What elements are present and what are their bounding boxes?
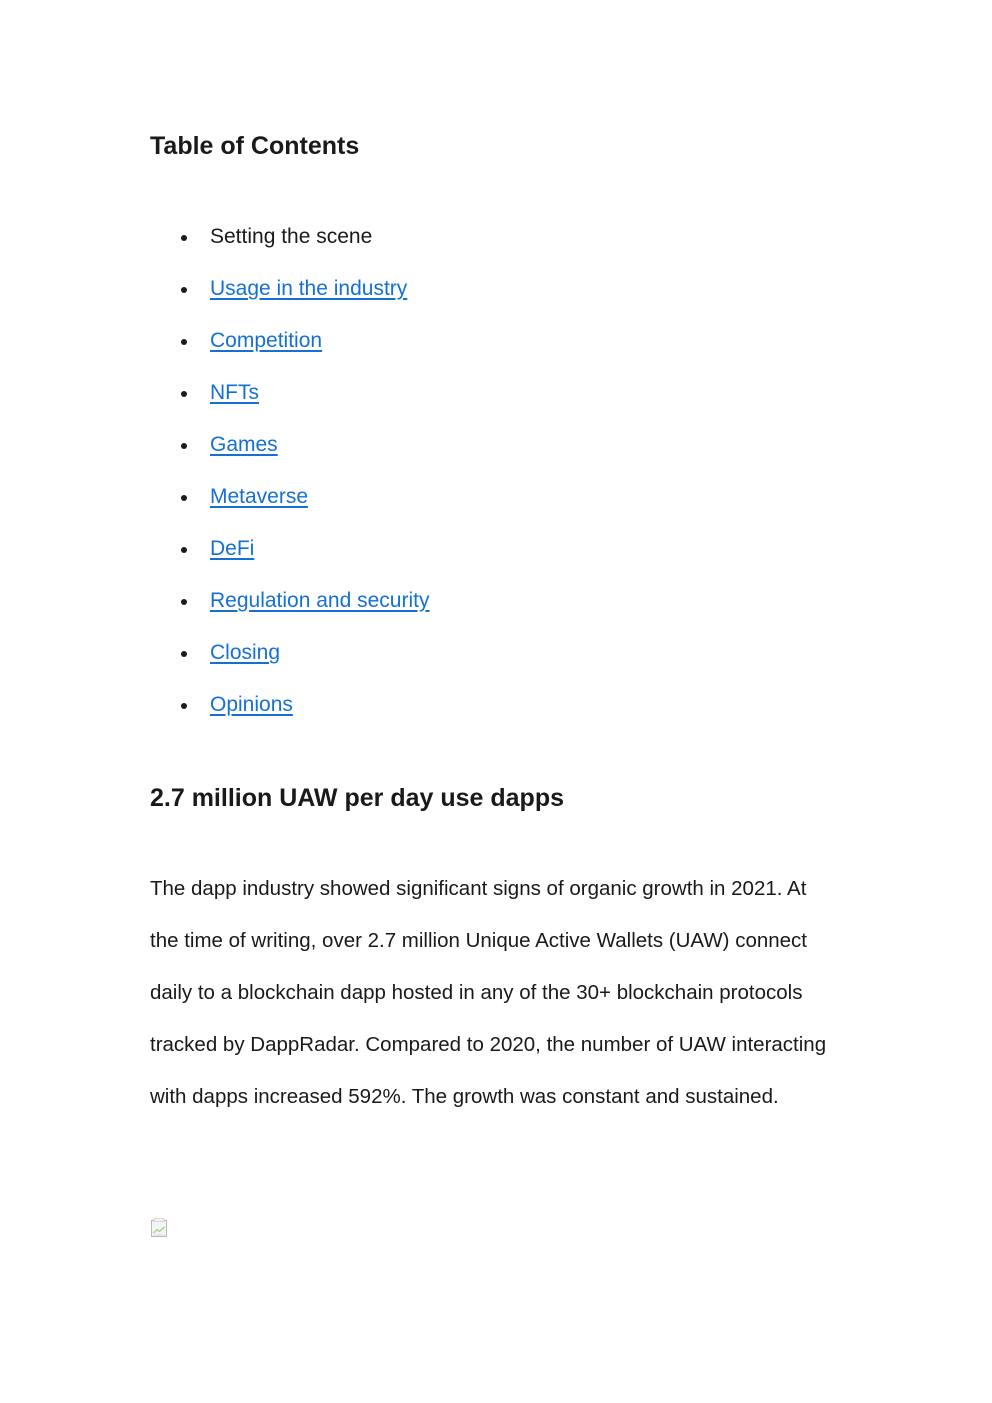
bullet-icon [181,339,187,345]
bullet-icon [181,703,187,709]
bullet-icon [181,547,187,553]
toc-item-usage [150,263,429,315]
bullet-icon [181,391,187,397]
toc-item-competition [150,315,429,367]
toc-item-metaverse [150,471,429,523]
toc-item-label: Setting the scene [210,225,373,248]
bullet-icon [181,651,187,657]
toc-title: Table of Contents [150,132,360,160]
toc-link-games[interactable]: Games [210,433,278,456]
toc-link-opinions[interactable]: Opinions [210,693,293,716]
toc-list [150,211,429,731]
section-title: 2.7 million UAW per day use dapps [150,784,564,812]
toc-item-closing [150,627,429,679]
bullet-icon [181,235,187,241]
toc-item-defi [150,523,429,575]
toc-link-usage[interactable]: Usage in the industry [210,277,408,300]
broken-image-icon [150,1218,168,1238]
toc-link-closing[interactable]: Closing [210,641,281,664]
toc-item-regulation [150,575,429,627]
toc-item-opinions [150,679,429,731]
toc-item-games [150,419,429,471]
bullet-icon [181,495,187,501]
bullet-icon [181,599,187,605]
bullet-icon [181,443,187,449]
bullet-icon [181,287,187,293]
toc-link-regulation[interactable]: Regulation and security [210,589,430,612]
toc-link-defi[interactable]: DeFi [210,537,255,560]
body-paragraph: The dapp industry showed significant signs of organic growth in 2021. At the time of writing, over 2.7 million Unique Active Wallets (UAW) connect daily to a blockchain dapp hosted in any of the 30+ blockchain protocols tracked by DappRadar. Compared to 2020, the number of UAW interacting with dapps increased 592%. The growth was constant and sustained. [150,877,827,1108]
toc-item-nfts [150,367,429,419]
toc-link-metaverse[interactable]: Metaverse [210,485,309,508]
toc-link-competition[interactable]: Competition [210,329,323,352]
toc-link-nfts[interactable]: NFTs [210,381,259,404]
toc-item-setting-the-scene [150,211,429,263]
